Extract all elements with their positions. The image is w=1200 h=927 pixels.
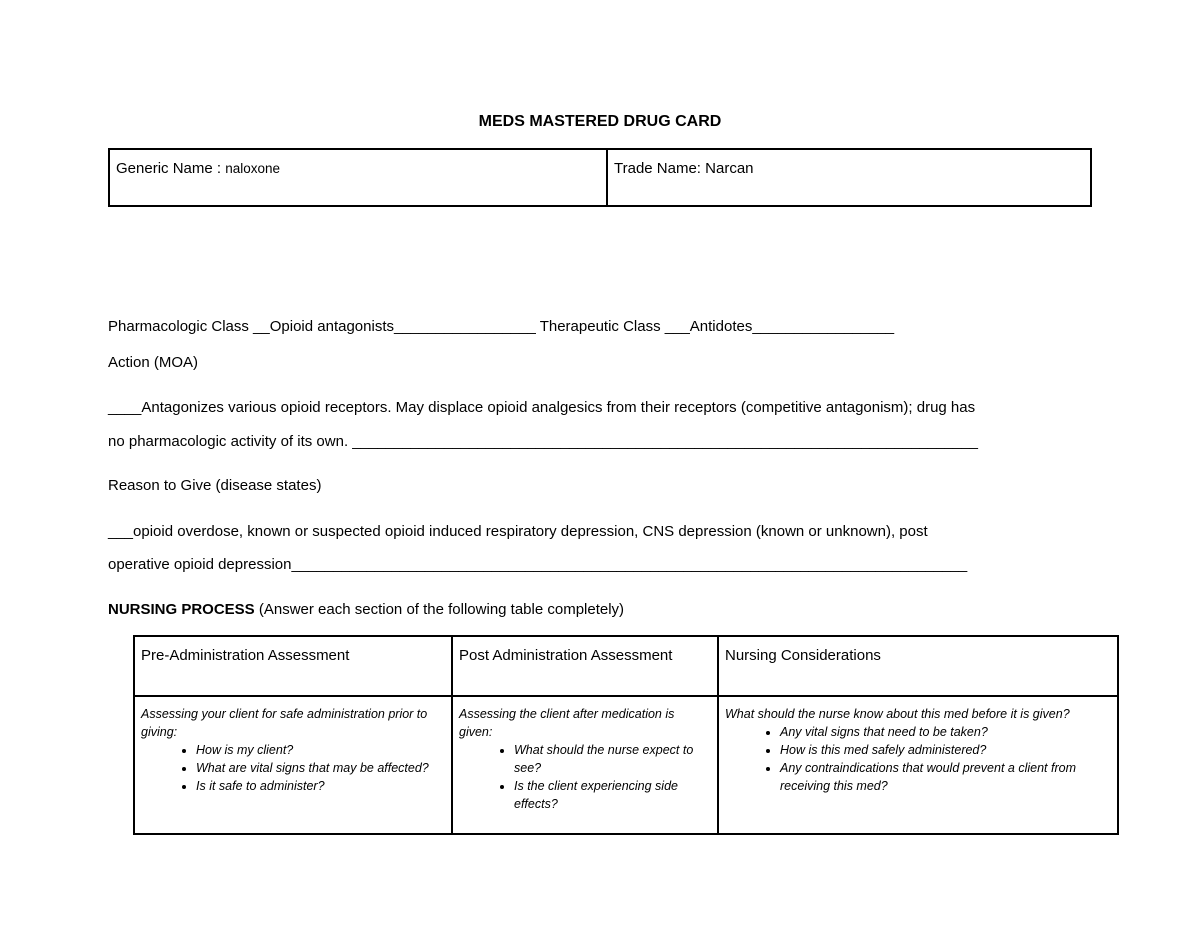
list-item: • How is my client? bbox=[196, 741, 445, 759]
action-line-1: ____Antagonizes various opioid receptors. May displace opioid analgesics from their receptors (competitive antagonism); drug has bbox=[108, 399, 976, 416]
generic-name-value: naloxone bbox=[225, 161, 281, 176]
nursing-process-table bbox=[133, 635, 1119, 835]
header-post-admin: Post Administration Assessment bbox=[452, 636, 718, 696]
trade-name-cell bbox=[607, 149, 1091, 206]
nursing-heading: NURSING PROCESS bbox=[108, 601, 255, 618]
list-item: • Is the client experiencing side effects? bbox=[514, 777, 711, 813]
nursing-considerations-bullets bbox=[725, 723, 1111, 795]
list-item: • What are vital signs that may be affected? bbox=[196, 759, 445, 777]
generic-name-label: Generic Name : bbox=[116, 160, 226, 177]
pre-admin-intro: Assessing your client for safe administration prior to giving: bbox=[141, 707, 428, 739]
nursing-considerations-intro: What should the nurse know about this med before it is given? bbox=[725, 707, 1070, 721]
list-item: • Any contraindications that would prevent a client from receiving this med? bbox=[780, 759, 1111, 795]
post-admin-bullets bbox=[459, 741, 711, 813]
post-admin-intro: Assessing the client after medication is given: bbox=[459, 707, 675, 739]
list-item: • Is it safe to administer? bbox=[196, 777, 445, 795]
header-nursing-considerations: Nursing Considerations bbox=[718, 636, 1118, 696]
generic-name-cell bbox=[109, 149, 607, 206]
pre-admin-cell bbox=[134, 696, 452, 834]
action-label: Action (MOA) bbox=[108, 354, 199, 371]
list-item: • How is this med safely administered? bbox=[780, 741, 1111, 759]
class-line: Pharmacologic Class __Opioid antagonists_________________ Therapeutic Class ___Antidotes_________________ bbox=[108, 318, 895, 335]
action-line-2: no pharmacologic activity of its own. ___________________________________________________________________________ bbox=[108, 433, 978, 450]
nursing-instruction: (Answer each section of the following table completely) bbox=[254, 601, 625, 618]
nursing-process-heading bbox=[108, 601, 624, 618]
trade-name-label: Trade Name: bbox=[614, 160, 706, 177]
reason-line-1: ___opioid overdose, known or suspected opioid induced respiratory depression, CNS depression (known or unknown), post bbox=[108, 523, 928, 540]
list-item: • Any vital signs that need to be taken? bbox=[780, 723, 1111, 741]
document-title: MEDS MASTERED DRUG CARD bbox=[478, 113, 722, 130]
reason-line-2: operative opioid depression_________________________________________________________________________________ bbox=[108, 556, 968, 573]
drug-names-table bbox=[108, 148, 1092, 207]
trade-name-value: Narcan bbox=[705, 160, 754, 177]
nursing-considerations-cell bbox=[718, 696, 1118, 834]
header-pre-admin: Pre-Administration Assessment bbox=[134, 636, 452, 696]
reason-label: Reason to Give (disease states) bbox=[108, 477, 322, 494]
list-item: • What should the nurse expect to see? bbox=[514, 741, 711, 777]
post-admin-cell bbox=[452, 696, 718, 834]
pre-admin-bullets bbox=[141, 741, 445, 795]
